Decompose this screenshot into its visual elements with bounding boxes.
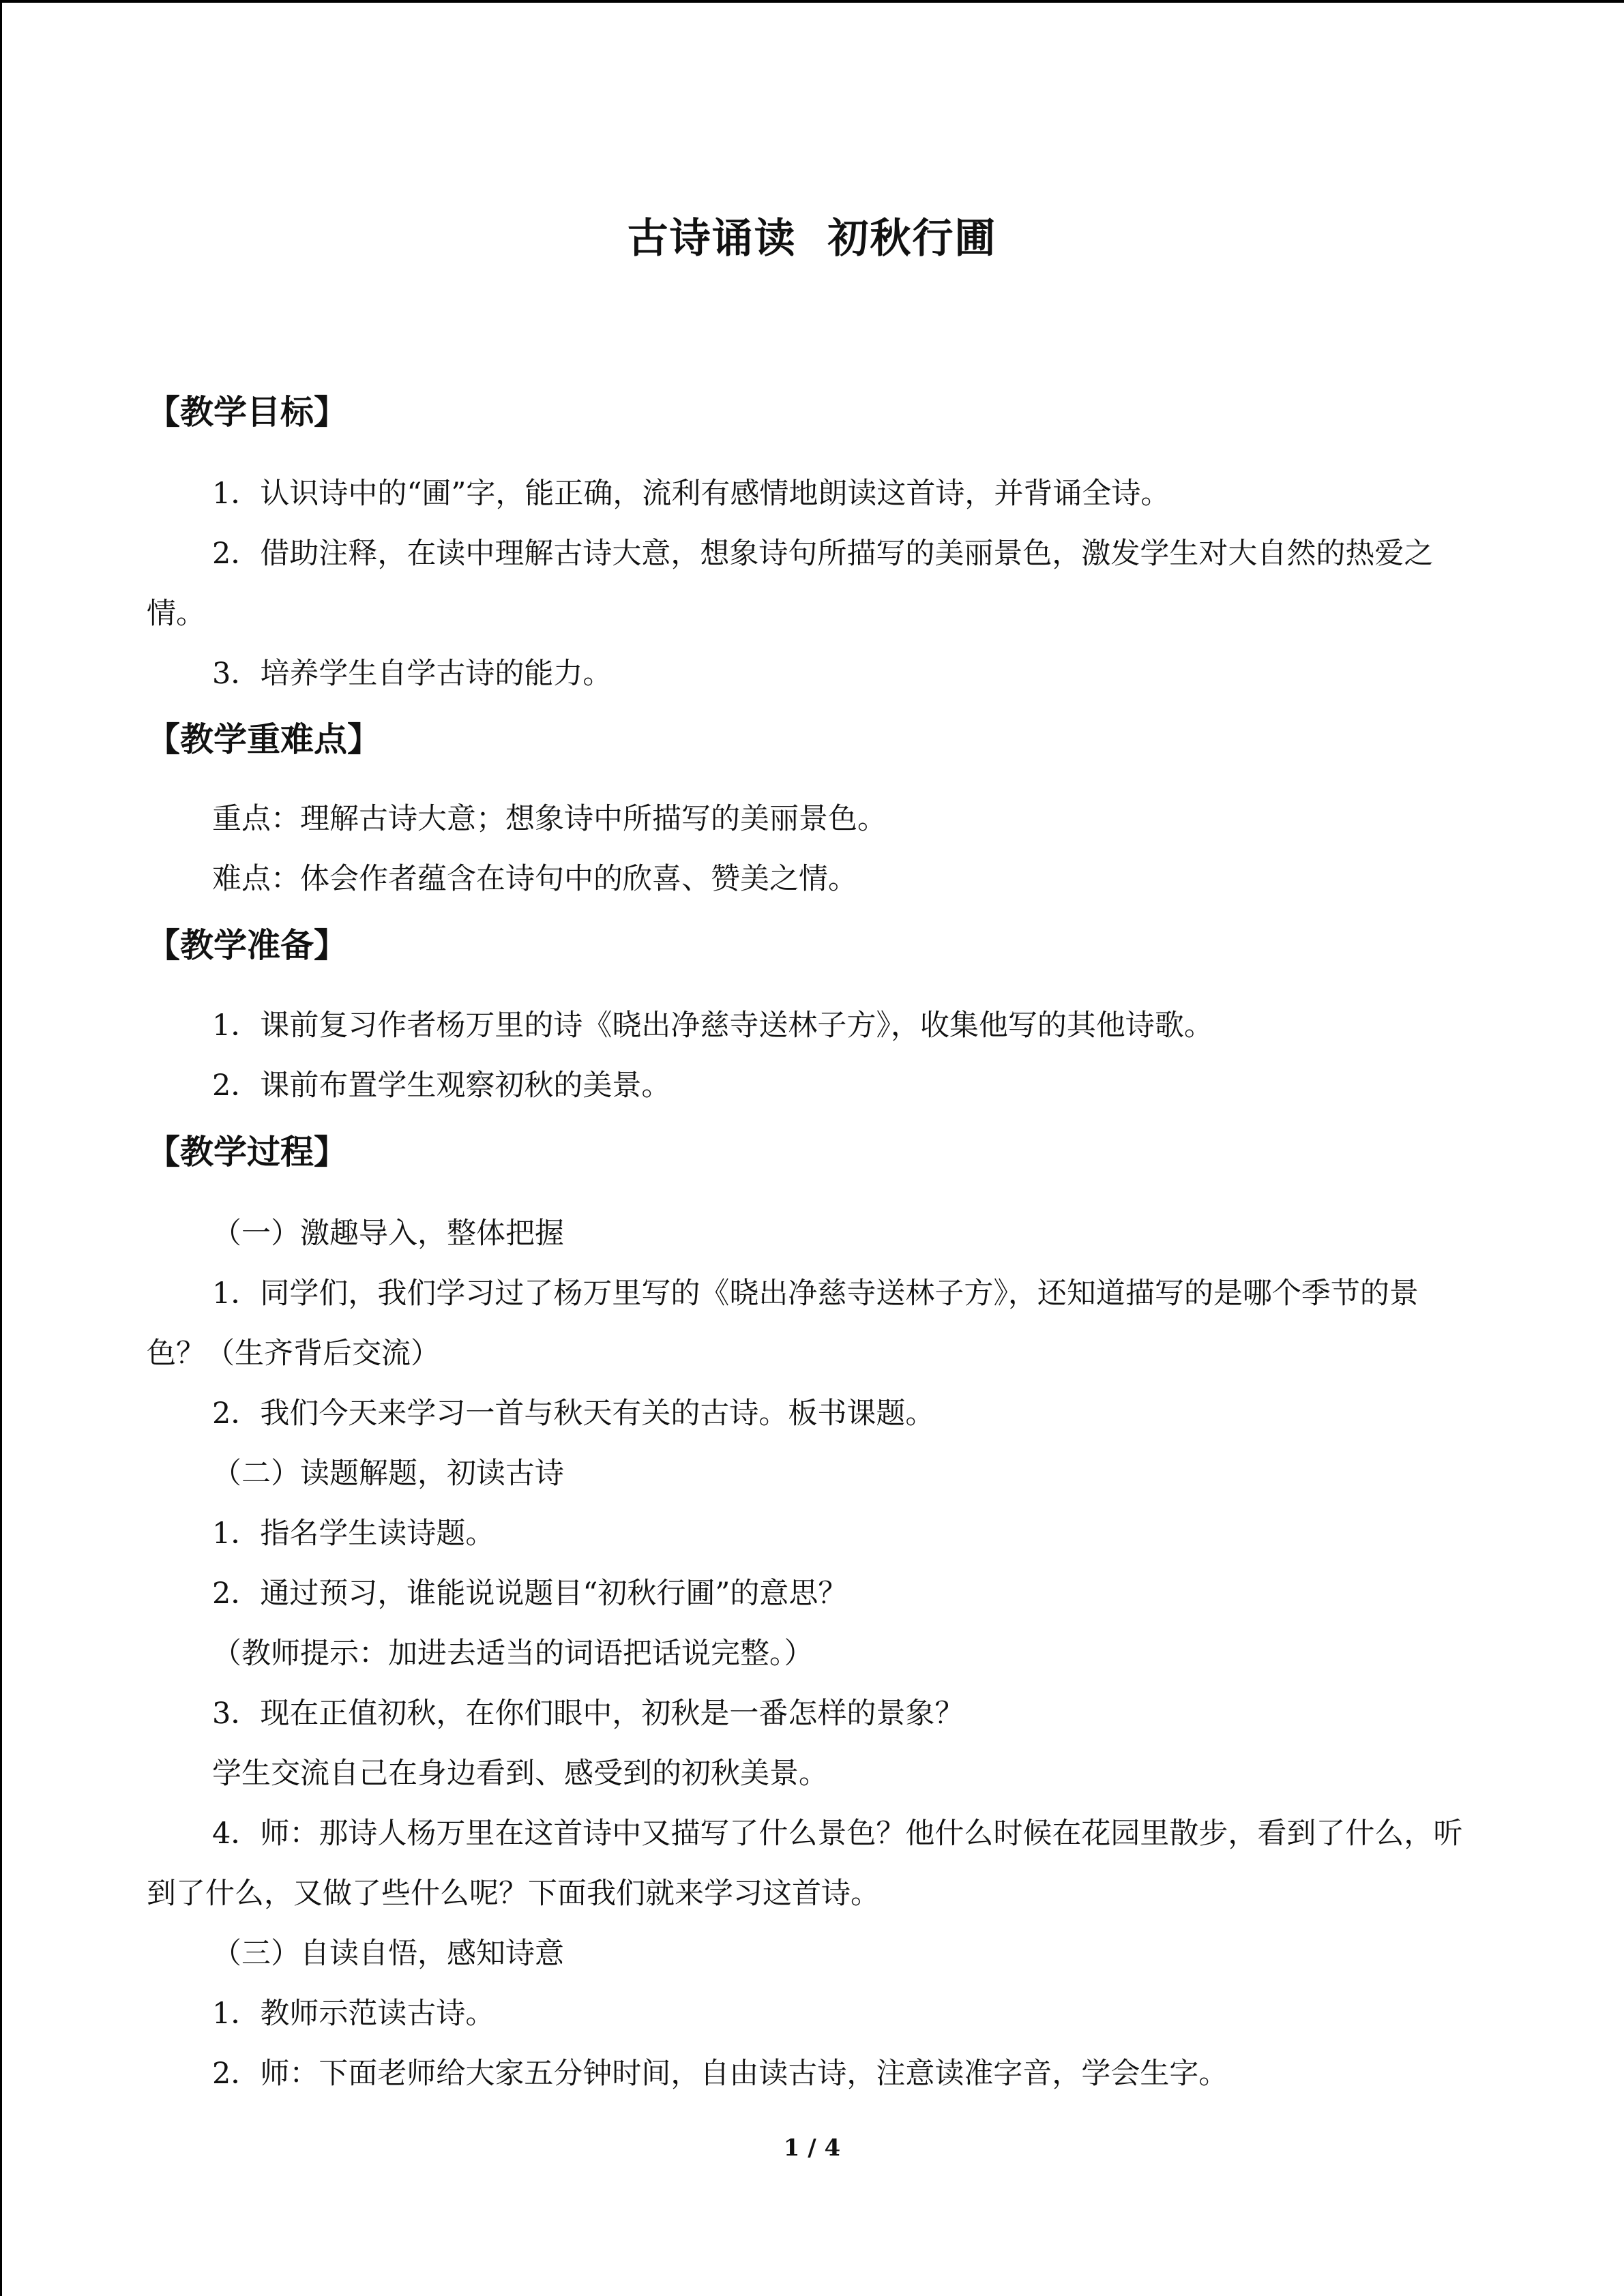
preparation-item-2: 2．课前布置学生观察初秋的美景。 <box>212 1069 671 1103</box>
document-title: 古诗诵读 初秋行圃 <box>627 215 997 263</box>
page-left-border <box>0 0 2 2296</box>
process-item: 1．同学们，我们学习过了杨万里写的《晓出净慈寺送林子方》，还知道描写的是哪个季节的景色？（生齐背后交流） <box>147 1277 1419 1371</box>
process-item: 2．我们今天来学习一首与秋天有关的古诗。板书课题。 <box>212 1397 935 1431</box>
objective-item-3: 3．培养学生自学古诗的能力。 <box>212 657 612 691</box>
process-item: 3．现在正值初秋，在你们眼中，初秋是一番怎样的景象？ <box>212 1697 964 1731</box>
teacher-hint: （教师提示：加进去适当的词语把话说完整。） <box>212 1637 814 1671</box>
process-item: 2．师：下面老师给大家五分钟时间，自由读古诗，注意读准字音，学会生字。 <box>212 2057 1228 2091</box>
page-top-border <box>0 0 1624 3</box>
objective-item-2: 2．借助注释，在读中理解古诗大意，想象诗句所描写的美丽景色，激发学生对大自然的热爱之情。 <box>147 537 1434 631</box>
objective-item-1: 1．认识诗中的“圃”字，能正确，流利有感情地朗读这首诗，并背诵全诗。 <box>212 477 1170 511</box>
preparation-item-1: 1．课前复习作者杨万里的诗《晓出净慈寺送林子方》，收集他写的其他诗歌。 <box>212 1009 1213 1043</box>
process-step-heading-3: （三）自读自悟，感知诗意 <box>212 1937 564 1971</box>
section-heading-preparation: 【教学准备】 <box>147 926 348 965</box>
process-item: 1．教师示范读古诗。 <box>212 1997 495 2031</box>
process-item: 2．通过预习，谁能说说题目“初秋行圃”的意思？ <box>212 1577 848 1611</box>
section-heading-key-difficult: 【教学重难点】 <box>147 720 381 759</box>
process-step-heading-2: （二）读题解题，初读古诗 <box>212 1457 564 1491</box>
section-heading-objectives: 【教学目标】 <box>147 393 348 432</box>
difficult-point-text: 难点：体会作者蕴含在诗句中的欣喜、赞美之情。 <box>212 862 857 896</box>
process-item: 1．指名学生读诗题。 <box>212 1517 495 1551</box>
key-point-text: 重点：理解古诗大意；想象诗中所描写的美丽景色。 <box>212 802 887 836</box>
page-indicator: 1 / 4 <box>783 2134 841 2162</box>
section-heading-process: 【教学过程】 <box>147 1133 348 1172</box>
process-step-heading-1: （一）激趣导入，整体把握 <box>212 1217 564 1251</box>
process-item: 4．师：那诗人杨万里在这首诗中又描写了什么景色？他什么时候在花园里散步，看到了什么，听到了什么，又做了些什么呢？下面我们就来学习这首诗。 <box>147 1817 1463 1911</box>
process-item: 学生交流自己在身边看到、感受到的初秋美景。 <box>212 1757 828 1791</box>
